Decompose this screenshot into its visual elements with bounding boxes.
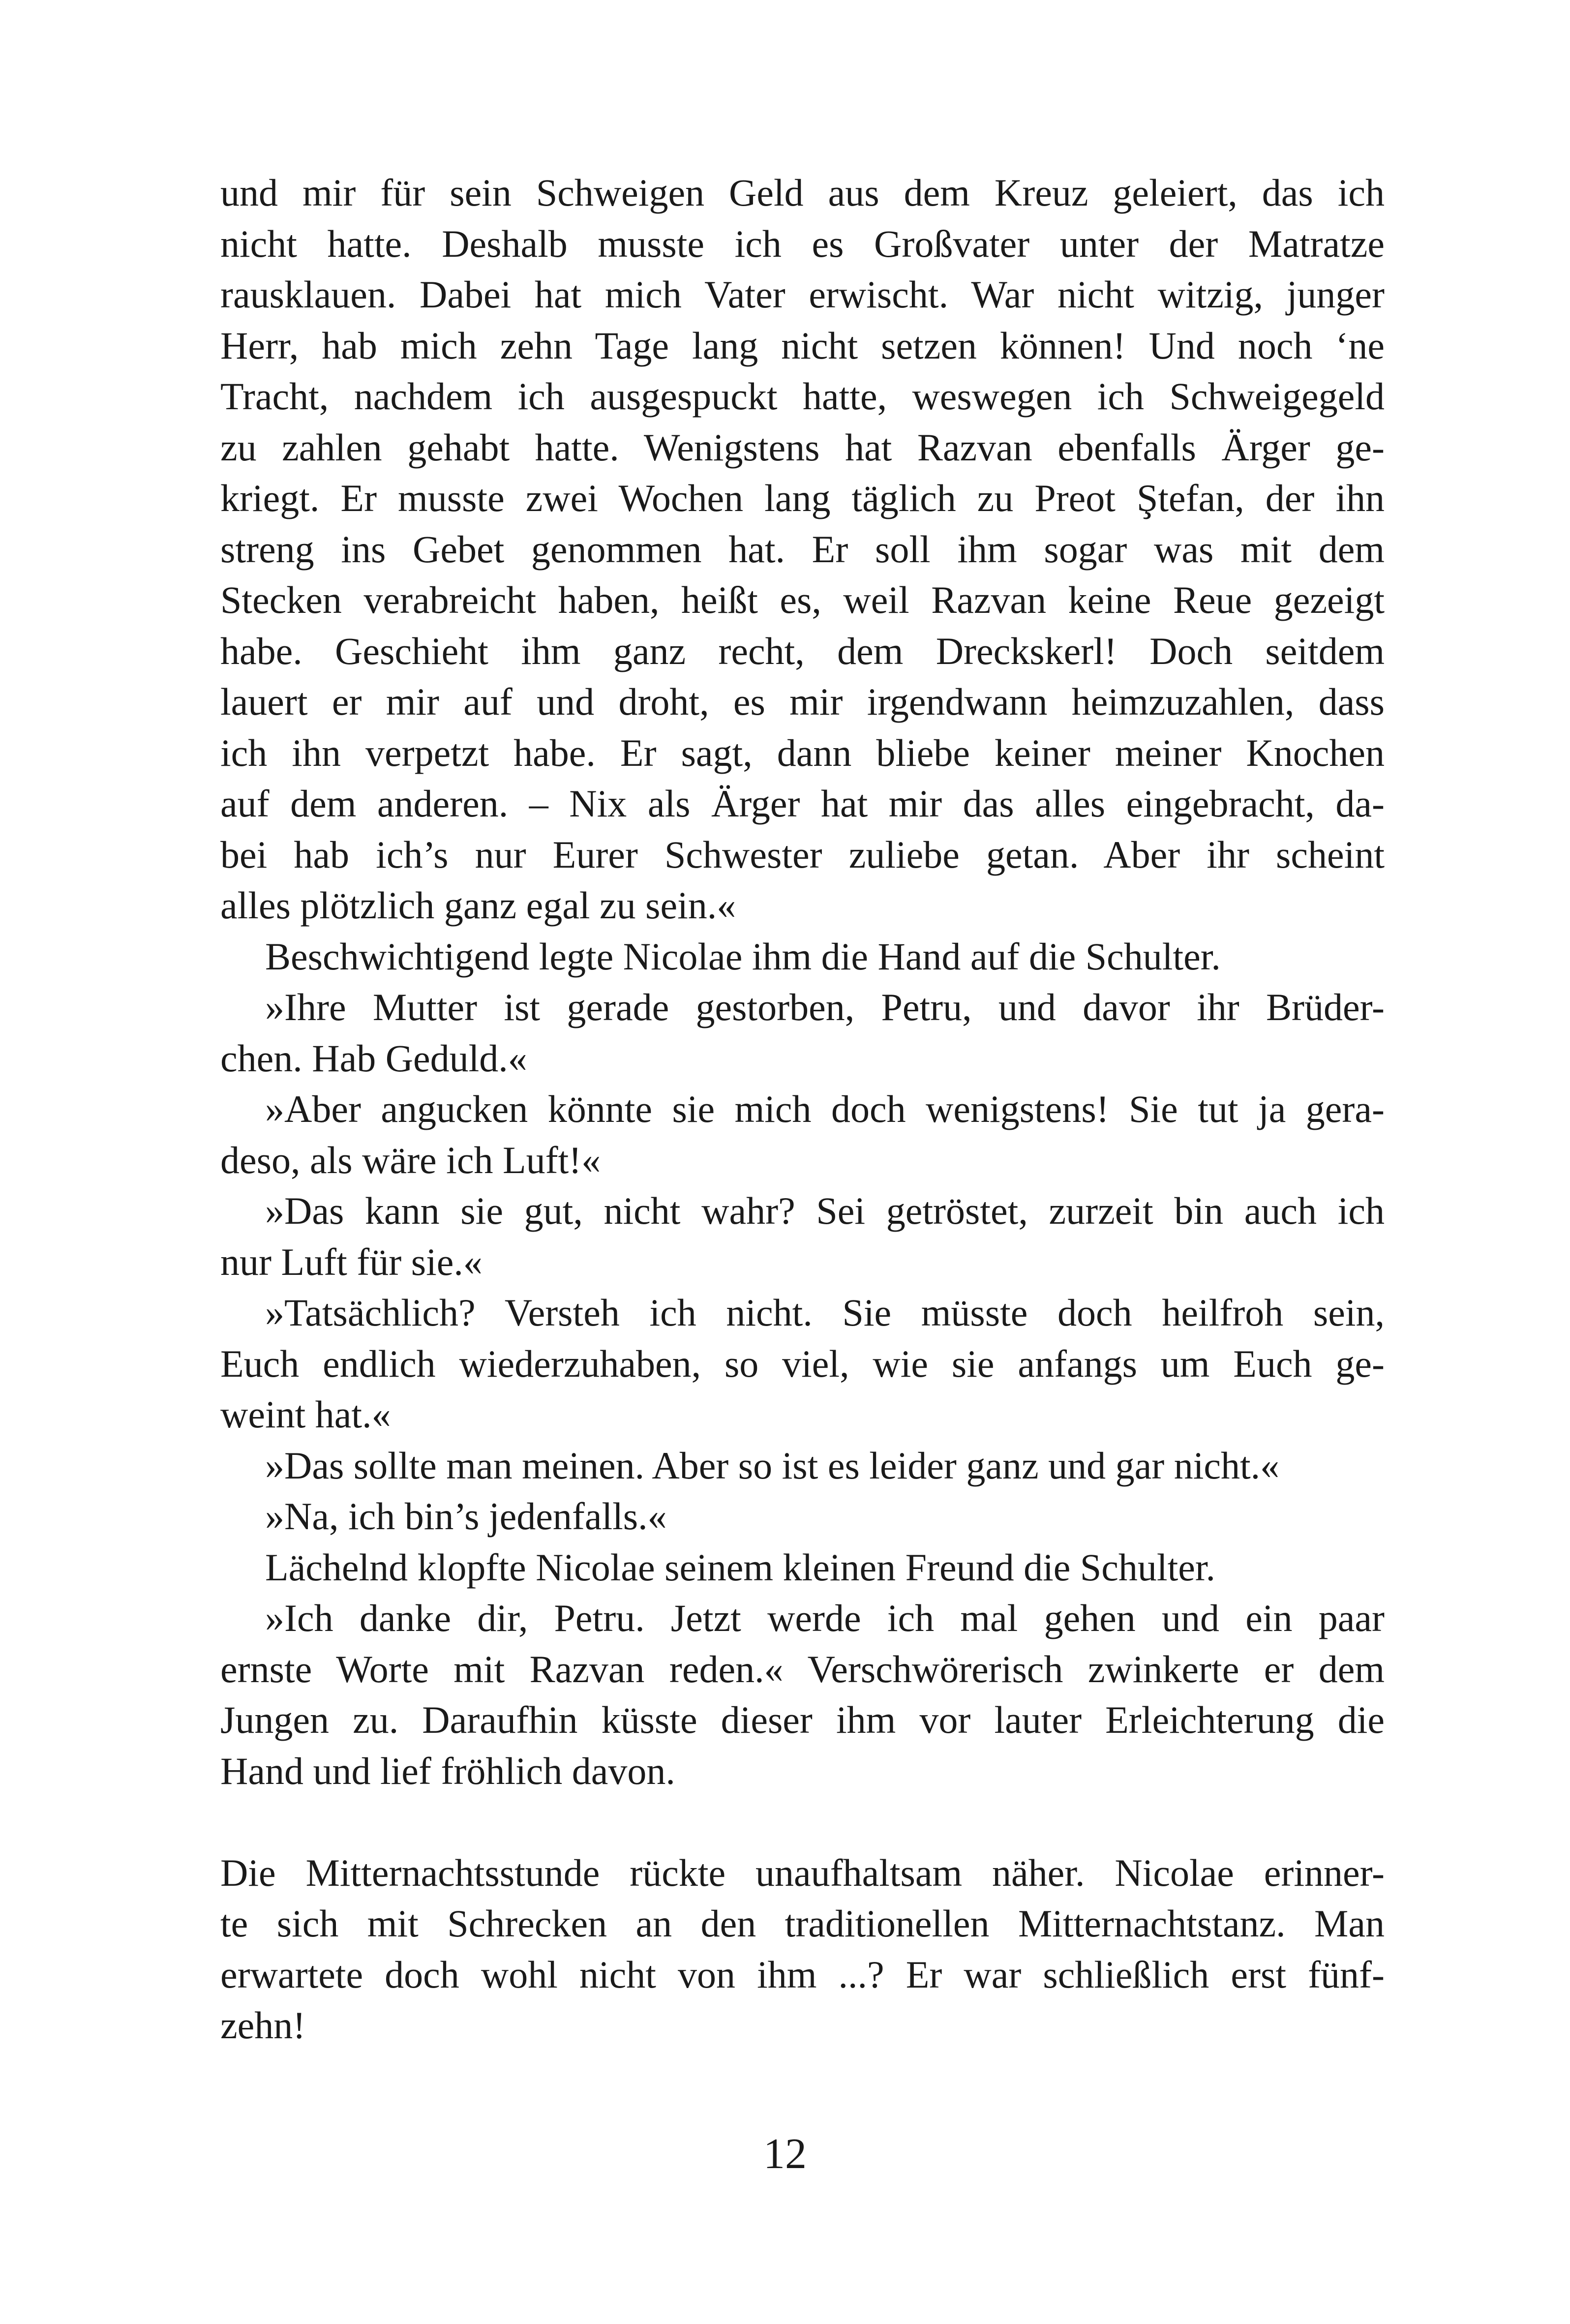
text-line: zehn! — [220, 2004, 306, 2047]
text-line: Beschwichtigend legte Nicolae ihm die Hand auf die Schulter. — [265, 935, 1221, 978]
paragraph — [176, 167, 1385, 931]
paragraph — [176, 1185, 1385, 1287]
text-line: chen. Hab Geduld.« — [220, 1036, 527, 1080]
text-line: Euch endlich wiederzuhaben, so viel, wie sie anfangs um Euch ge- — [220, 1342, 1385, 1385]
paragraph — [176, 931, 1385, 982]
text-line: habe. Geschieht ihm ganz recht, dem Dreckskerl! Doch seitdem — [220, 629, 1385, 672]
text-line: »Das sollte man meinen. Aber so ist es leider ganz und gar nicht.« — [265, 1444, 1280, 1487]
paragraph — [176, 1287, 1385, 1440]
text-line: »Aber angucken könnte sie mich doch wenigstens! Sie tut ja gera- — [265, 1087, 1385, 1130]
paragraph — [176, 1542, 1385, 1593]
paragraph — [176, 982, 1385, 1084]
text-line: Stecken verabreicht haben, heißt es, weil Razvan keine Reue gezeigt — [220, 578, 1385, 621]
text-line: »Das kann sie gut, nicht wahr? Sei getröstet, zurzeit bin auch ich — [265, 1189, 1385, 1232]
text-line: »Ihre Mutter ist gerade gestorben, Petru, und davor ihr Brüder- — [265, 986, 1385, 1028]
text-line: »Na, ich bin’s jedenfalls.« — [265, 1495, 667, 1538]
text-line: Lächelnd klopfte Nicolae seinem kleinen Freund die Schulter. — [265, 1545, 1216, 1589]
paragraph — [176, 1847, 1385, 2051]
paragraph — [176, 1491, 1385, 1542]
text-line: te sich mit Schrecken an den traditionellen Mitternachtstanz. Man — [220, 1902, 1385, 1945]
text-section-2 — [176, 1847, 1385, 2051]
text-line: bei hab ich’s nur Eurer Schwester zuliebe getan. Aber ihr scheint — [220, 833, 1385, 876]
text-line: und mir für sein Schweigen Geld aus dem Kreuz geleiert, das ich — [220, 171, 1385, 214]
text-line: »Tatsächlich? Versteh ich nicht. Sie müsste doch heilfroh sein, — [265, 1291, 1385, 1334]
section-break — [176, 1796, 1385, 1847]
text-line: auf dem anderen. – Nix als Ärger hat mir das alles eingebracht, da- — [220, 782, 1385, 825]
text-line: Hand und lief fröhlich davon. — [220, 1749, 675, 1792]
text-line: Herr, hab mich zehn Tage lang nicht setzen können! Und noch ‘ne — [220, 324, 1385, 367]
text-line: Jungen zu. Daraufhin küsste dieser ihm vor lauter Erleichterung die — [220, 1698, 1385, 1741]
paragraph — [176, 1440, 1385, 1491]
text-line: weint hat.« — [220, 1393, 391, 1436]
text-line: rausklauen. Dabei hat mich Vater erwischt. War nicht witzig, junger — [220, 273, 1385, 316]
text-section-1 — [176, 167, 1385, 1796]
text-line: alles plötzlich ganz egal zu sein.« — [220, 884, 736, 927]
text-line: »Ich danke dir, Petru. Jetzt werde ich mal gehen und ein paar — [265, 1597, 1385, 1639]
text-line: erwartete doch wohl nicht von ihm ...? Er war schließlich erst fünf- — [220, 1953, 1385, 1996]
paragraph — [176, 1084, 1385, 1185]
paragraph — [176, 1593, 1385, 1796]
text-line: ich ihn verpetzt habe. Er sagt, dann bliebe keiner meiner Knochen — [220, 731, 1385, 774]
text-line: zu zahlen gehabt hatte. Wenigstens hat Razvan ebenfalls Ärger ge- — [220, 425, 1385, 469]
text-line: Die Mitternachtsstunde rückte unaufhaltsam näher. Nicolae erinner- — [220, 1851, 1385, 1894]
text-line: streng ins Gebet genommen hat. Er soll ihm sogar was mit dem — [220, 527, 1385, 571]
text-line: deso, als wäre ich Luft!« — [220, 1138, 601, 1181]
page-number: 12 — [763, 2130, 807, 2178]
text-line: ernste Worte mit Razvan reden.« Verschwörerisch zwinkerte er dem — [220, 1647, 1385, 1690]
text-line: nur Luft für sie.« — [220, 1240, 483, 1283]
book-page — [176, 167, 1385, 2051]
text-line: Tracht, nachdem ich ausgespuckt hatte, weswegen ich Schweigegeld — [220, 375, 1385, 418]
text-line: nicht hatte. Deshalb musste ich es Großvater unter der Matratze — [220, 222, 1385, 265]
text-line: kriegt. Er musste zwei Wochen lang täglich zu Preot Ştefan, der ihn — [220, 477, 1385, 519]
text-line: lauert er mir auf und droht, es mir irgendwann heimzuzahlen, dass — [220, 680, 1385, 723]
